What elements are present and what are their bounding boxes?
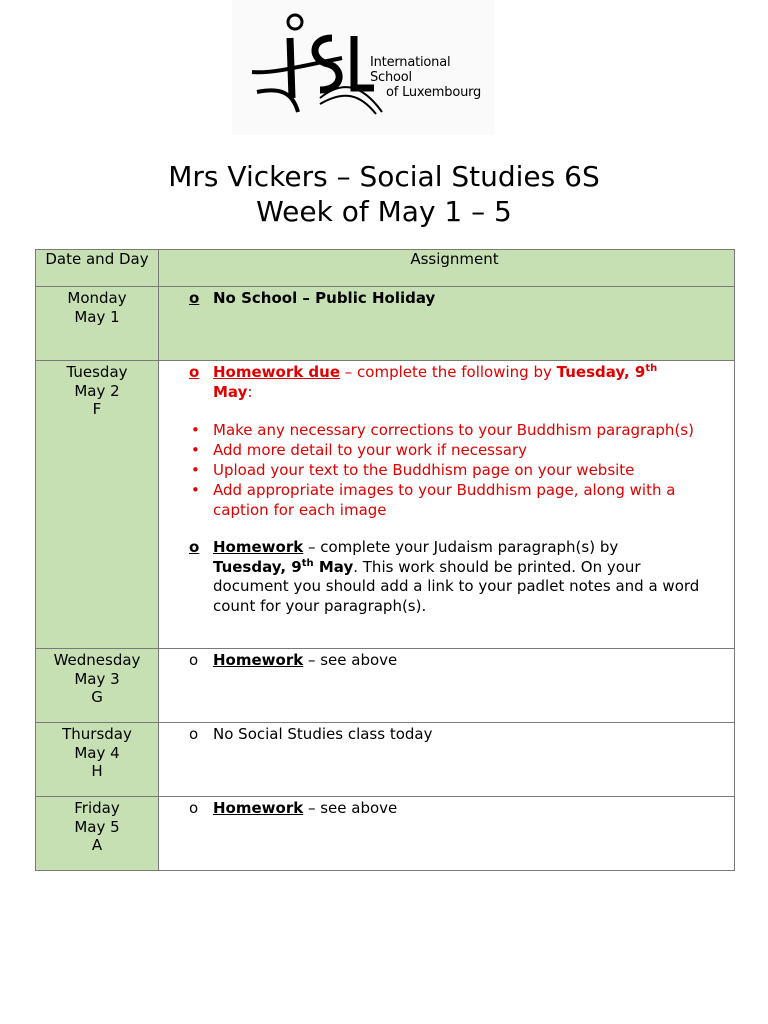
page-title: Mrs Vickers – Social Studies 6S [168,160,600,193]
homework-label: Homework [213,538,304,556]
table-row [36,287,735,361]
homework-due-text: – complete the following by [340,363,557,381]
due-month: May [213,382,248,401]
day-letter: A [91,836,103,854]
list-marker: o [189,538,200,556]
assignment-text: No Social Studies class today [213,725,433,743]
homework-details: . This work should be printed. On your document you should add a link to your padlet notes and a word count for your paragraph(s). [213,557,700,615]
day-name: Tuesday [66,363,128,381]
assignment-cell [159,797,735,871]
table-row [36,723,735,797]
logo-line2: of Luxembourg [386,85,482,100]
homework-date: Tuesday, 9 [213,557,302,576]
day-name: Friday [74,799,120,817]
assignment-table [35,249,735,871]
homework-label: Homework [213,799,304,817]
day-date: May 5 [74,817,120,836]
assignment-cell [159,649,735,723]
page-subtitle: Week of May 1 – 5 [256,195,512,228]
table-header-row [36,250,735,287]
date-cell [36,649,159,723]
list-item: • Add appropriate images to your Buddhism page, along with a caption for each image [191,481,676,519]
day-name: Wednesday [53,651,141,669]
list-item: • Make any necessary corrections to your Buddhism paragraph(s) [191,421,694,439]
list-marker: o [189,651,199,669]
day-date: May 2 [74,381,120,400]
school-logo [232,0,494,135]
assignment-cell [159,287,735,361]
assignment-text: – see above [303,799,398,817]
day-date: May 1 [74,307,120,326]
day-letter: H [91,762,103,780]
date-cell [36,361,159,649]
list-marker: o [189,363,200,381]
list-item: • Upload your text to the Buddhism page on your website [191,461,635,479]
day-date: May 4 [74,743,120,762]
date-cell [36,287,159,361]
table-row [36,797,735,871]
homework-text: – complete your Judaism paragraph(s) by [303,538,619,556]
date-cell [36,723,159,797]
day-date: May 3 [74,669,120,688]
task-list [189,420,720,520]
day-letter: G [91,688,103,706]
logo-text [370,55,494,100]
logo-line1: International School [370,55,451,85]
due-date: Tuesday, 9 [556,363,646,381]
assignment-cell: o Homework due – complete the following by Tuesday, 9th May: • Make any necessary corrections to your Buddhism paragraph(s) • Add more detail to your work if necessary • Upload your text to the Buddhism page on your website • Add appropriate images to your Buddhism page, along with a caption for each image o Homework – complete your Judaism paragraph(s) by Tuesday, 9th May. This work should be printed. On your document you should add a link to your padlet notes and a word count for your paragraph(s). [159,361,735,649]
list-marker: o [189,289,200,307]
list-item: • Add more detail to your work if necessary [191,441,528,459]
assignment-text: No School – Public Holiday [213,289,436,307]
homework-label: Homework [213,651,304,669]
date-cell [36,797,159,871]
table-row [36,649,735,723]
header-date: Date and Day [36,250,159,287]
list-marker: o [189,799,199,817]
homework-due-label: Homework due [213,363,341,381]
list-marker: o [189,725,199,743]
assignment-cell [159,723,735,797]
header-assignment: Assignment [159,250,735,287]
table-row [36,361,735,649]
day-name: Thursday [62,725,132,743]
day-name: Monday [67,289,127,307]
assignment-text: – see above [303,651,398,669]
day-letter: F [92,400,102,418]
